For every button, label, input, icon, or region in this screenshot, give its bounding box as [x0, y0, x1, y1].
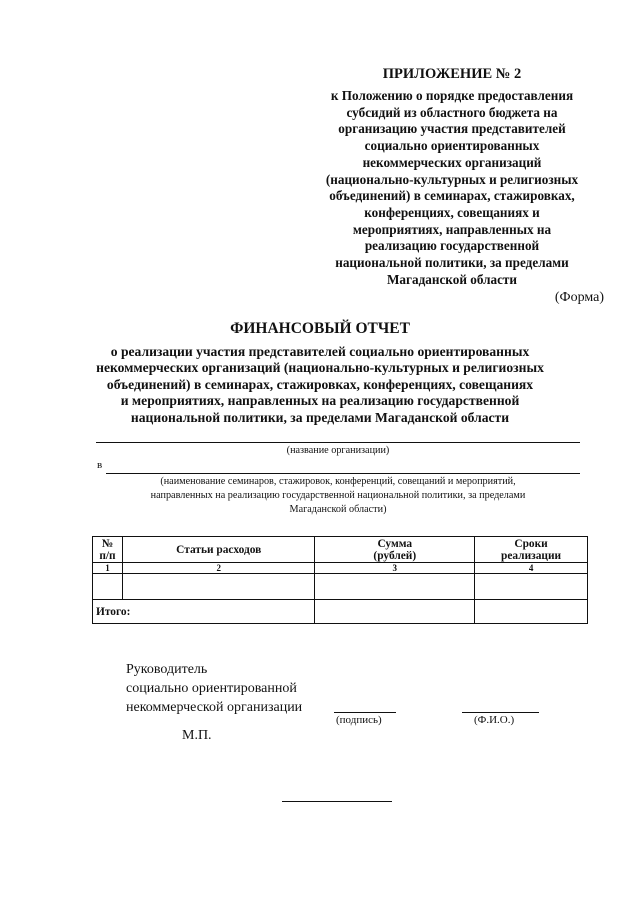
- annex-line: Магаданской области: [386, 271, 518, 287]
- bottom-blank-line[interactable]: [282, 801, 392, 802]
- signature-line[interactable]: [334, 712, 396, 713]
- table-header-row: [93, 537, 588, 563]
- cell-terms[interactable]: [475, 574, 588, 600]
- form-label: (Форма): [554, 290, 604, 305]
- event-caption-line: Магаданской области): [289, 504, 387, 515]
- annex-line: национальной политики, за пределами: [335, 255, 569, 271]
- column-number: 1: [93, 563, 123, 574]
- header-terms: Сроки реализации: [475, 537, 588, 563]
- column-number: 4: [475, 563, 588, 574]
- signer-title-line: Руководитель: [126, 662, 208, 677]
- column-number: 3: [315, 563, 475, 574]
- annex-body: [300, 88, 604, 288]
- expenses-table: [92, 536, 588, 624]
- annex-line: организацию участия представителей: [338, 121, 566, 137]
- annex-line: конференциях, совещаниях и: [364, 204, 540, 220]
- cell-num[interactable]: [93, 574, 123, 600]
- report-subtitle-line: и мероприятиях, направленных на реализацию государственной: [120, 393, 520, 409]
- annex-title: ПРИЛОЖЕНИЕ № 2: [382, 66, 522, 82]
- annex-line: реализацию государственной: [364, 238, 540, 254]
- event-name-line[interactable]: [106, 473, 580, 474]
- report-subtitle-line: о реализации участия представителей социально ориентированных: [110, 344, 530, 359]
- annex-line: объединений) в семинарах, стажировках,: [329, 188, 575, 204]
- org-name-caption: (название организации): [286, 445, 390, 456]
- report-subtitle-line: некоммерческих организаций (национально-культурных и религиозных: [96, 360, 544, 376]
- cell-expense-item[interactable]: [122, 574, 315, 600]
- event-caption-line: (наименование семинаров, стажировок, конференций, совещаний и мероприятий,: [160, 476, 516, 487]
- event-caption: [96, 475, 580, 517]
- report-subtitle-line: объединений) в семинарах, стажировках, конференциях, совещаниях: [106, 376, 534, 392]
- header-num: № п/п: [93, 537, 123, 563]
- signer-title-line: некоммерческой организации: [126, 700, 303, 715]
- annex-line: некоммерческих организаций: [362, 154, 542, 170]
- full-name-caption: (Ф.И.О.): [474, 714, 515, 726]
- full-name-line[interactable]: [462, 712, 539, 713]
- column-number-row: [93, 563, 588, 574]
- stamp-placeholder: М.П.: [182, 728, 212, 743]
- header-sum: Сумма (рублей): [315, 537, 475, 563]
- header-expense-items: Статьи расходов: [122, 537, 315, 563]
- total-terms-cell[interactable]: [475, 600, 588, 624]
- total-label: Итого:: [93, 600, 315, 624]
- signature-caption: (подпись): [336, 714, 382, 726]
- total-row: [93, 600, 588, 624]
- annex-line: мероприятиях, направленных на: [352, 221, 552, 237]
- org-name-line[interactable]: [96, 442, 580, 443]
- annex-line: социально ориентированных: [364, 138, 540, 154]
- report-title: ФИНАНСОВЫЙ ОТЧЕТ: [230, 320, 410, 337]
- event-caption-line: направленных на реализацию государственной национальной политики, за пределами: [150, 490, 526, 501]
- total-sum-cell[interactable]: [315, 600, 475, 624]
- column-number: 2: [122, 563, 315, 574]
- annex-line: субсидий из областного бюджета на: [346, 104, 558, 120]
- signer-title-line: социально ориентированной: [126, 681, 297, 696]
- event-prefix: в: [97, 459, 103, 471]
- table-row: [93, 574, 588, 600]
- cell-sum[interactable]: [315, 574, 475, 600]
- report-subtitle: [80, 344, 560, 426]
- annex-line: к Положению о порядке предоставления: [330, 88, 574, 103]
- report-subtitle-line: национальной политики, за пределами Магаданской области: [130, 409, 510, 425]
- annex-line: (национально-культурных и религиозных: [325, 171, 579, 187]
